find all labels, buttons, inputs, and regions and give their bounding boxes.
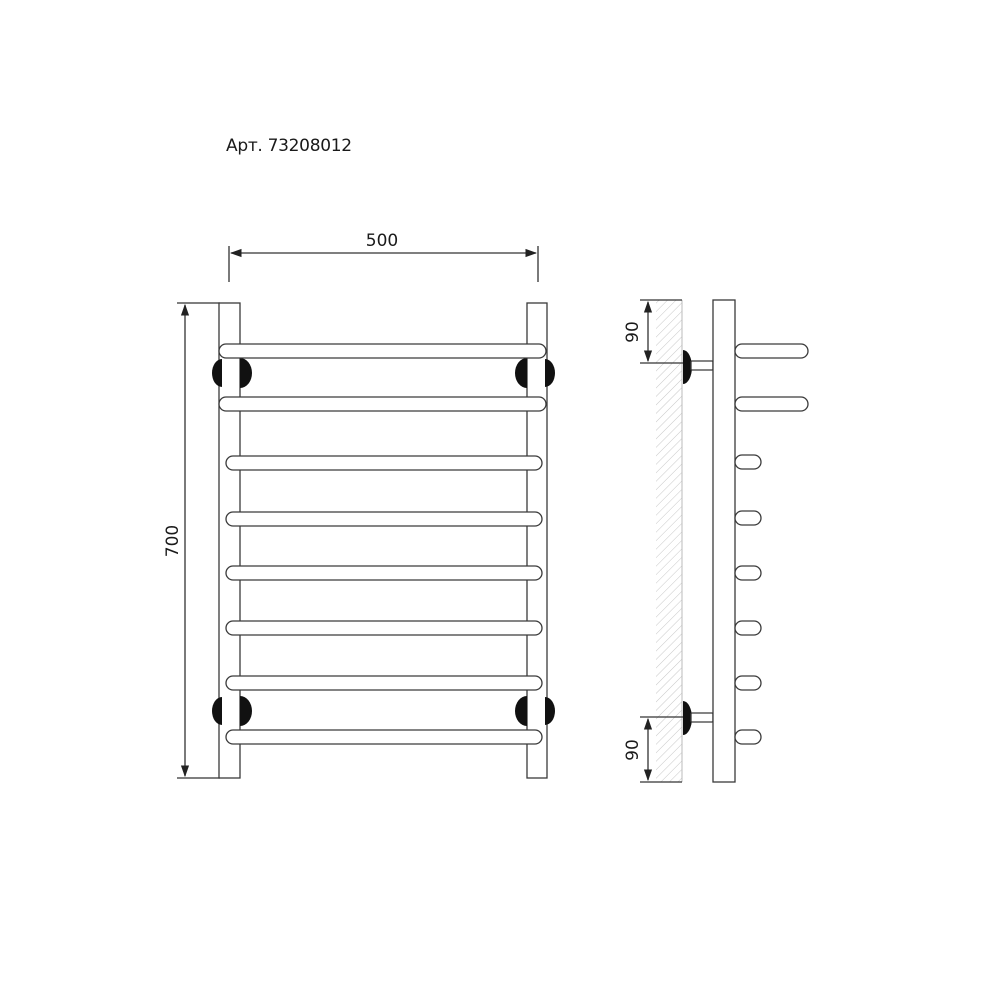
crossbar [226,676,542,690]
mount-bottom-right-icon [545,697,555,725]
mount-top-left-icon [240,358,252,388]
crossbar [226,566,542,580]
wall-mounts-front [212,358,555,726]
mount-bottom-left-icon [240,696,252,726]
width-value: 500 [365,231,399,251]
crossbar [219,397,546,411]
bar-end-short [735,511,761,525]
mount-bottom-left-icon [212,697,222,725]
bar-end-short [735,621,761,635]
article-number-label: Арт. 73208012 [226,136,352,156]
crossbar [219,344,546,358]
mount-top-right-icon [545,359,555,387]
crossbar [226,621,542,635]
mount-top-left-icon [212,359,222,387]
side-view [623,300,808,782]
top-offset-value: 90 [623,321,643,343]
left-side-rail [219,303,240,778]
width-dimension [229,231,538,282]
bar-end-long [735,397,808,411]
bottom-offset-value: 90 [623,739,643,761]
front-view [163,231,555,778]
mount-top-right-icon [515,358,527,388]
crossbar [226,456,542,470]
right-side-rail [527,303,547,778]
mount-bottom-right-icon [515,696,527,726]
height-dimension [163,303,220,778]
wall-mounts-side [683,350,713,735]
bar-end-short [735,730,761,744]
mount-stem-top [691,361,713,370]
bar-end-short [735,566,761,580]
wall-section [656,300,682,782]
bar-end-short [735,455,761,469]
crossbar [226,512,542,526]
side-bar-ends [735,344,808,744]
front-crossbars [219,344,546,744]
crossbar [226,730,542,744]
bar-end-long [735,344,808,358]
mount-stem-bottom [691,713,713,722]
side-rail [713,300,735,782]
bar-end-short [735,676,761,690]
height-value: 700 [163,524,183,558]
